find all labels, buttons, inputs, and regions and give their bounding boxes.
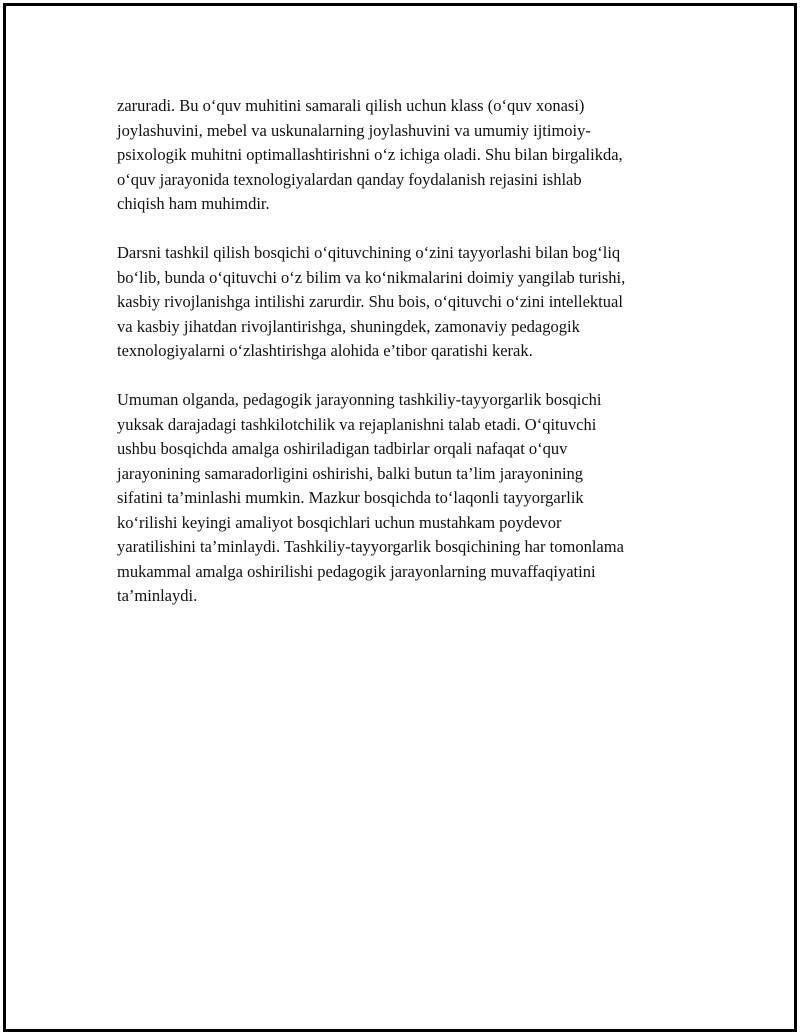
paragraph-1: zaruradi. Bu o‘quv muhitini samarali qilish uchun klass (o‘quv xonasi) joylashuvini, mebel va uskunalarning joylashuvini va umumiy ijtimoiy- psixologik muhitni optimallashtirishni o‘z ichiga oladi. Shu bilan birgalikda, o‘quv jarayonida texnologiyalardan qanday foydalanish rejasini ishlab chiqish ham muhimdir. [117,96,623,213]
paragraph-3: Umuman olganda, pedagogik jarayonning tashkiliy-tayyorgarlik bosqichi yuksak darajadagi tashkilotchilik va rejaplanishni talab etadi. O‘qituvchi ushbu bosqichda amalga oshiriladigan tadbirlar orqali nafaqat o‘quv jarayonining samaradorligini oshirishi, balki butun ta’lim jarayonining sifatini ta’minlashi mumkin. Mazkur bosqichda to‘laqonli tayyorgarlik ko‘rilishi keyingi amaliyot bosqichlari uchun mustahkam poydevor yaratilishini ta’minlaydi. Tashkiliy-tayyorgarlik bosqichining har tomonlama mukammal amalga oshirilishi pedagogik jarayonlarning muvaffaqiyatini ta’minlaydi. [117,390,624,605]
paragraph-2: Darsni tashkil qilish bosqichi o‘qituvchining o‘zini tayyorlashi bilan bog‘liq bo‘lib, bunda o‘qituvchi o‘z bilim va ko‘nikmalarini doimiy yangilab turishi, kasbiy rivojlanishga intilishi zarurdir. Shu bois, o‘qituvchi o‘zini intellektual va kasbiy jihatdan rivojlantirishga, shuningdek, zamonaviy pedagogik texnologiyalarni o‘zlashtirishga alohida e’tibor qaratishi kerak. [117,243,626,360]
document-body [117,94,692,633]
